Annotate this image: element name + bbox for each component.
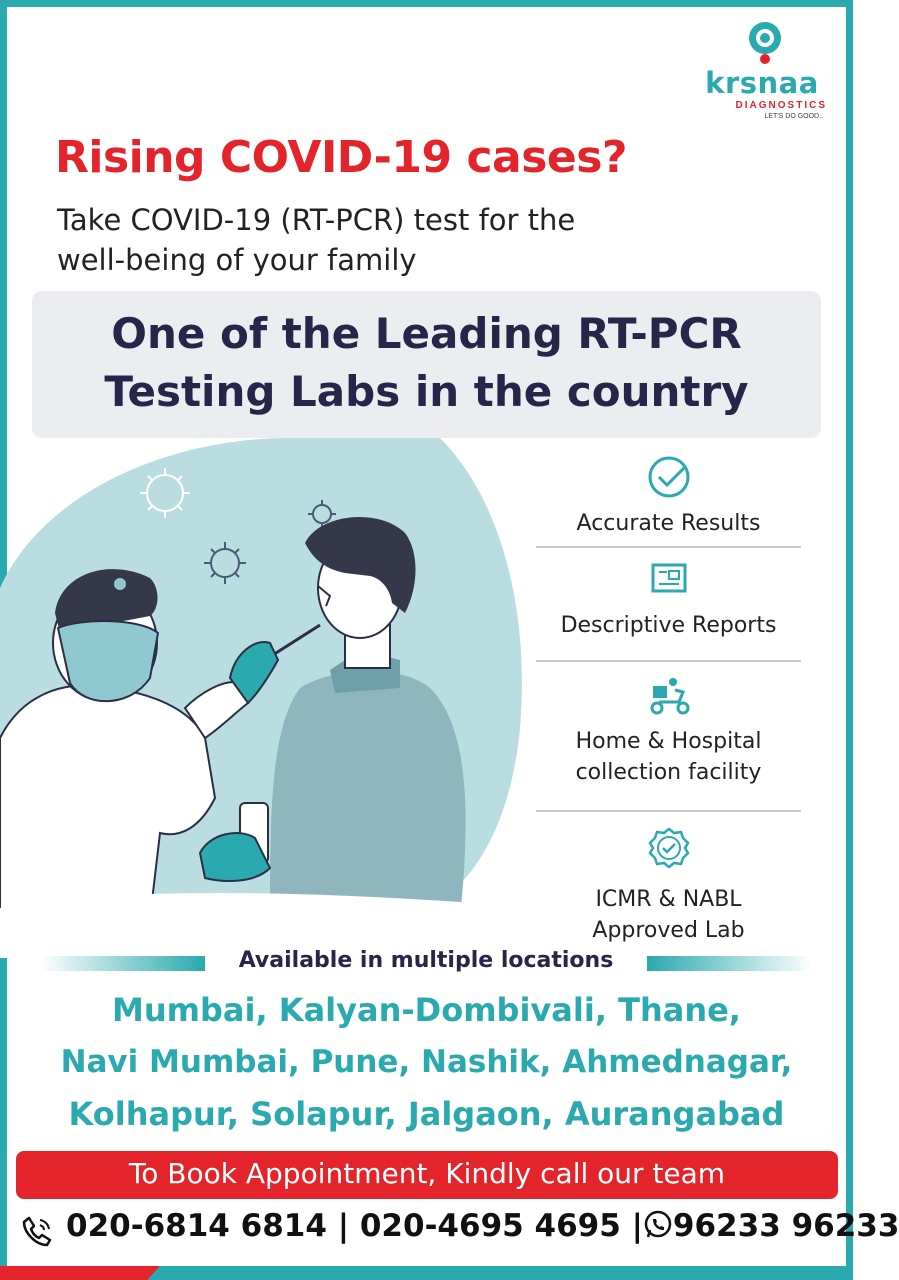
book-appointment-banner [16,1151,838,1199]
feature-label-line-1: Home & Hospital [575,729,762,754]
book-appointment-text: To Book Appointment, Kindly call our team [128,1157,726,1190]
city-list [14,984,839,1140]
feature-descriptive-reports [536,558,801,662]
phone-number-2[interactable]: 020-4695 4695 [359,1208,621,1244]
headline: Rising COVID-19 cases? [55,132,627,183]
divider-left [40,956,205,971]
city-line-2: Navi Mumbai, Pune, Nashik, Ahmednagar, [60,1044,793,1080]
swab-test-illustration [0,438,540,958]
feature-label-line-1: ICMR & NABL [595,887,742,912]
leading-lab-banner [32,291,821,438]
feature-home-collection [536,676,801,812]
report-document-icon [649,558,689,598]
leading-lab-text [32,305,821,421]
leading-line-2: Testing Labs in the country [104,367,749,416]
subline-line-2: well-being of your family [57,243,417,277]
separator: | [631,1208,643,1244]
bottom-strip [0,1266,853,1280]
feature-approved-lab [536,826,801,956]
brand-tagline: LET'S DO GOOD.. [764,113,823,120]
available-locations-text: Available in multiple locations [238,948,614,973]
feature-label: Descriptive Reports [560,613,777,638]
leading-line-1: One of the Leading RT-PCR [111,309,742,358]
approved-badge-icon [647,826,691,870]
feature-label: Accurate Results [576,511,761,536]
subline-line-1: Take COVID-19 (RT-PCR) test for the [57,203,576,237]
feature-label-line-2: Approved Lab [592,918,745,943]
phone-numbers [66,1208,899,1244]
available-locations-heading [40,946,812,980]
contact-row [20,1208,899,1252]
features-list [536,452,801,956]
phone-number-1[interactable]: 020-6814 6814 [66,1208,327,1244]
brand-name: krsnaa [705,66,819,100]
separator: | [337,1208,350,1244]
brand-logo-mark-icon [745,20,785,66]
feature-accurate-results [536,454,801,548]
brand-subtitle: DIAGNOSTICS [735,100,827,111]
brand-logo [697,20,827,125]
whatsapp-number[interactable]: 96233 96233 [672,1208,899,1244]
delivery-scooter-icon [645,676,693,716]
phone-icon [20,1214,54,1248]
divider-right [647,956,812,971]
checkmark-circle-icon [646,454,692,500]
whatsapp-icon [643,1210,673,1240]
city-line-3: Kolhapur, Solapur, Jalgaon, Aurangabad [68,1095,785,1133]
feature-label-line-2: collection facility [575,760,762,785]
subline [57,200,757,280]
city-line-1: Mumbai, Kalyan-Dombivali, Thane, [112,991,741,1029]
